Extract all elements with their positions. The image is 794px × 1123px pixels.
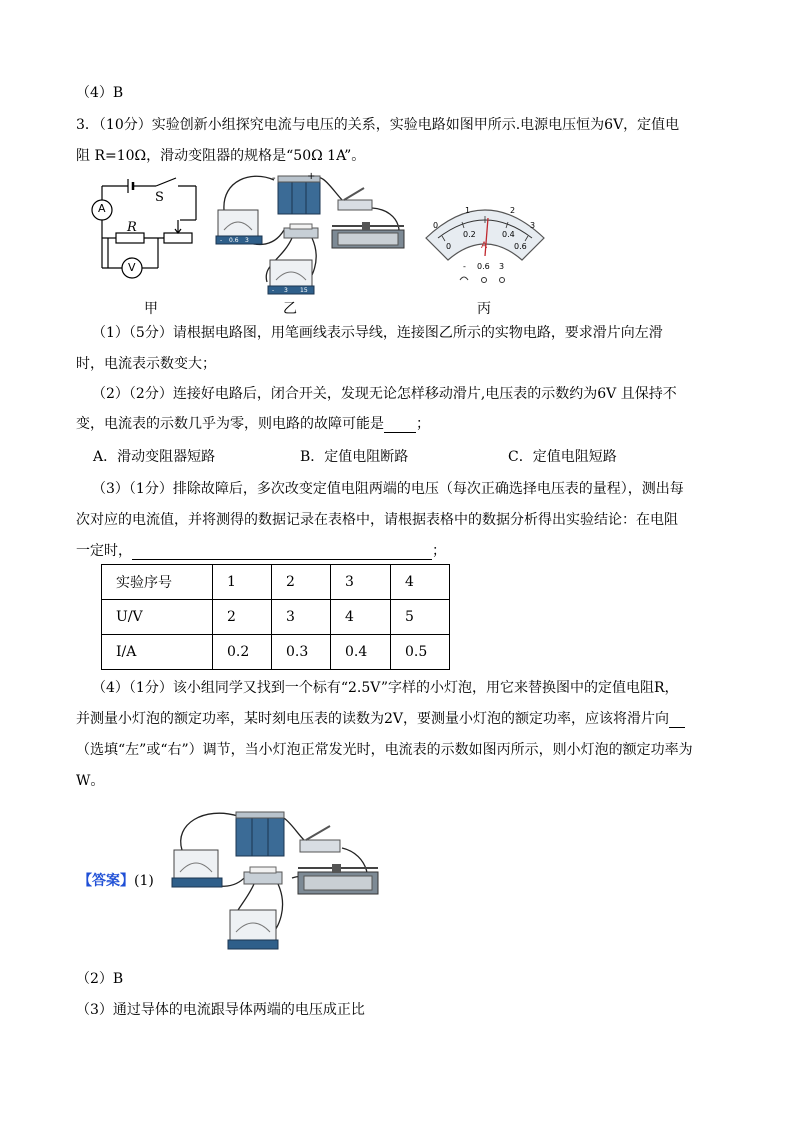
sub2-answer-blank[interactable]	[384, 416, 416, 433]
yi-voltmeter-term-15: 15	[300, 287, 308, 294]
sub3-line-3-text: 一定时，	[76, 543, 132, 559]
yi-voltmeter-term-3: 3	[284, 287, 288, 294]
table-cell: 2	[272, 565, 331, 600]
table-cell: U/V	[102, 600, 213, 635]
bing-inner-06: 0.6	[514, 242, 527, 251]
table-cell: 0.4	[331, 635, 391, 670]
figure-yi-apparatus	[212, 170, 412, 300]
bing-outer-1: 1	[465, 206, 471, 215]
table-cell: 0.2	[213, 635, 272, 670]
sub2-line-1: （2）（2分）连接好电路后，闭合开关，发现无论怎样移动滑片,电压表的示数约为6V 且保持不	[92, 386, 677, 402]
table-cell: 5	[391, 600, 450, 635]
jia-label-v: V	[128, 261, 136, 274]
sub4-line-1: （4）（1分）该小组同学又找到一个标有“2.5V”字样的小灯泡，用它来替换图中的定值电阻R，	[92, 680, 679, 696]
yi-ammeter-term-3: 3	[245, 237, 249, 244]
table-row	[102, 600, 450, 635]
table-cell: 0.3	[272, 635, 331, 670]
table-row	[102, 635, 450, 670]
prev-answer: （4）B	[76, 85, 124, 101]
sub4-line-3: （选填“左”或“右”）调节，当小灯泡正常发光时，电流表的示数如图丙所示，则小灯泡的额定功率为	[76, 742, 693, 758]
figure-jia-circuit	[88, 176, 208, 286]
answer-header	[78, 870, 154, 890]
data-table	[101, 564, 450, 670]
bing-term-06: 0.6	[477, 262, 490, 271]
answer-part-1-label: (1)	[134, 873, 154, 889]
sub3-line-2: 次对应的电流值，并将测得的数据记录在表格中，请根据表格中的数据分析得出实验结论：在电阻	[76, 512, 678, 528]
yi-battery-neg: -	[272, 173, 276, 184]
sub2-line-2-end: ；	[416, 416, 430, 432]
bing-inner-0: 0	[446, 242, 452, 251]
table-cell: 实验序号	[102, 565, 213, 600]
bing-inner-04: 0.4	[502, 230, 515, 239]
bing-unit: A	[481, 241, 488, 251]
bing-inner-02: 0.2	[463, 230, 476, 239]
table-cell: 2	[213, 600, 272, 635]
option-c: C．定值电阻短路	[508, 449, 617, 465]
sub4-direction-blank[interactable]	[669, 711, 685, 728]
figure-yi-caption: 乙	[283, 301, 297, 317]
jia-label-s: S	[155, 190, 164, 205]
sub4-line-2	[76, 708, 685, 728]
option-b: B．定值电阻断路	[300, 449, 409, 465]
sub2-line-2	[76, 413, 430, 433]
bing-outer-2: 2	[510, 206, 516, 215]
bing-term-3: 3	[499, 262, 505, 271]
table-cell: 3	[331, 565, 391, 600]
sub3-line-3-end: ；	[432, 543, 446, 559]
table-row	[102, 565, 450, 600]
figure-jia-caption: 甲	[144, 301, 158, 317]
bing-outer-3: 3	[530, 221, 536, 230]
bing-term-neg: -	[463, 262, 466, 271]
sub3-answer-blank[interactable]	[132, 543, 432, 560]
question-line-1: 3．（10分）实验创新小组探究电流与电压的关系，实验电路如图甲所示.电源电压恒为6V，定值电	[76, 117, 680, 133]
sub3-line-1: （3）（1分）排除故障后，多次改变定值电阻两端的电压（每次正确选择电压表的量程），测出每	[92, 481, 684, 497]
answer-part-3: （3）通过导体的电流跟导体两端的电压成正比	[76, 1002, 365, 1018]
yi-battery-pos: +	[307, 171, 316, 182]
sub4-line-4: W。	[76, 773, 105, 789]
option-a: A．滑动变阻器短路	[93, 449, 216, 465]
sub3-line-3	[76, 540, 446, 560]
figure-bing-caption: 丙	[477, 301, 491, 317]
yi-ammeter-term-neg: -	[220, 237, 223, 244]
yi-ammeter-term-06: 0.6	[229, 237, 239, 244]
jia-label-a: A	[98, 202, 106, 215]
question-line-2: 阻 R=10Ω，滑动变阻器的规格是“50Ω 1A”。	[76, 148, 366, 164]
sub4-line-2-text: 并测量小灯泡的额定功率，某时刻电压表的读数为2V，要测量小灯泡的额定功率，应该将滑片向	[76, 711, 670, 727]
bing-outer-0: 0	[433, 221, 439, 230]
sub2-line-2-text: 变，电流表的示数几乎为零，则电路的故障可能是	[76, 416, 384, 432]
jia-label-r: R	[127, 220, 137, 235]
answer-apparatus-figure	[164, 806, 384, 966]
table-cell: 1	[213, 565, 272, 600]
table-cell: 3	[272, 600, 331, 635]
table-cell: 0.5	[391, 635, 450, 670]
table-cell: 4	[331, 600, 391, 635]
answer-part-2: （2）B	[76, 971, 124, 987]
yi-voltmeter-term-neg: -	[272, 287, 275, 294]
answer-tag: 【答案】	[78, 873, 134, 889]
table-cell: I/A	[102, 635, 213, 670]
sub1-line-1: （1）（5分）请根据电路图，用笔画线表示导线，连接图乙所示的实物电路，要求滑片向左滑	[92, 325, 663, 341]
table-cell: 4	[391, 565, 450, 600]
sub1-line-2: 时，电流表示数变大；	[76, 356, 216, 372]
